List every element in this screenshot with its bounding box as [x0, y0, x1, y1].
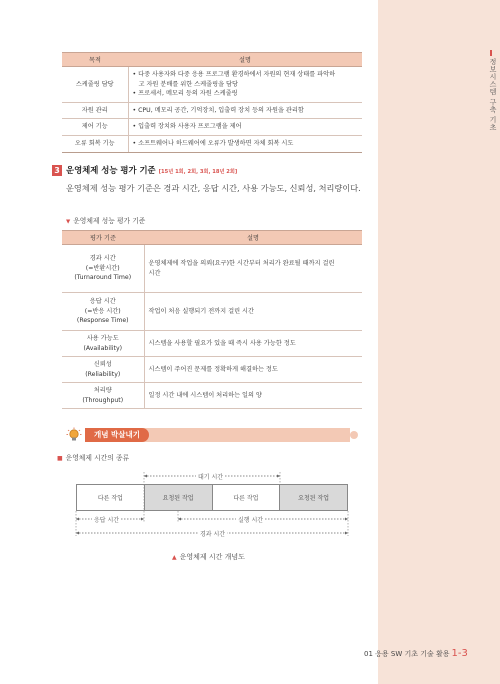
- criterion-line: 신뢰성: [93, 360, 112, 368]
- table-row: [62, 119, 362, 136]
- criterion-line: 처리량: [93, 386, 112, 394]
- desc-line: 고 자원 분배를 위한 스케줄링을 담당: [138, 80, 238, 88]
- triangle-up-icon: ▲: [172, 554, 177, 561]
- table-cell: • 소프트웨어나 하드웨어에 오류가 발생하면 자체 회복 시도: [128, 136, 362, 153]
- side-chapter-label: 정보시스템 구축 기초: [489, 58, 497, 131]
- response-time-label: 응답 시간: [94, 517, 120, 524]
- performance-criteria-table: [62, 230, 362, 409]
- os-purpose-table: [62, 52, 362, 153]
- criterion-line: (Availability): [83, 344, 123, 352]
- page-number: 1-3: [451, 648, 468, 659]
- table-row: [62, 331, 362, 357]
- table-cell: 시스템을 사용할 필요가 있을 때 즉시 사용 가능한 정도: [144, 331, 362, 357]
- criterion-line: (Response Time): [76, 317, 129, 325]
- side-accent-mark: [490, 50, 492, 56]
- diagram-caption: [172, 552, 245, 562]
- concept-subtitle: [57, 452, 129, 462]
- table-row: [62, 245, 362, 293]
- concept-bar-end-dot: [350, 431, 358, 439]
- table-cell: [128, 67, 362, 103]
- timeline-segment: 다른 작업: [77, 485, 145, 510]
- concept-label: 개념 박살내기: [85, 428, 149, 442]
- table-cell: [62, 357, 144, 383]
- table-cell: 오류 회복 기능: [62, 136, 128, 153]
- wait-time-label: 대기 시간: [198, 474, 224, 481]
- timeline-segment: 요청된 작업: [280, 485, 347, 510]
- table-header: 평가 기준: [62, 231, 144, 245]
- elapsed-time-label: 경과 시간: [200, 531, 226, 538]
- table-cell: [62, 245, 144, 293]
- table-cell: [62, 331, 144, 357]
- concept-subtitle-text: 운영체제 시간의 종류: [65, 454, 130, 462]
- table-cell: 스케줄링 담당: [62, 67, 128, 103]
- table-cell: [62, 383, 144, 409]
- footer-chapter: 01 응용 SW 기초 기술 활용: [364, 650, 450, 658]
- page-footer: [364, 648, 468, 659]
- table-row: [62, 102, 362, 119]
- table-cell: 작업이 처음 실행되기 전까지 걸린 시간: [144, 293, 362, 331]
- section-heading: [52, 164, 237, 176]
- desc-line: • 프로세서, 메모리 등의 자원 스케줄링: [132, 90, 238, 98]
- criterion-line: (Throughput): [82, 396, 124, 404]
- criterion-line: 경과 시간: [89, 254, 116, 262]
- table-header: 목적: [62, 53, 128, 67]
- table-caption: [66, 215, 145, 225]
- lightbulb-icon: [66, 427, 82, 443]
- square-bullet-icon: ■: [57, 455, 63, 462]
- criterion-line: (Turnaround Time): [74, 274, 132, 282]
- table-row: [62, 67, 362, 103]
- exec-time-label: 실행 시간: [238, 517, 264, 524]
- side-strip: [378, 0, 500, 684]
- desc-line: 운영체제에 작업을 의뢰(요구)한 시간부터 처리가 완료될 때까지 걸린: [148, 259, 335, 267]
- table-cell: • CPU, 메모리 공간, 기억장치, 입출력 장치 등의 자원을 관리함: [128, 102, 362, 119]
- desc-line: • 다중 사용자와 다중 응용 프로그램 환경하에서 자원의 현재 상태를 파악하: [132, 71, 336, 78]
- table-cell: 제어 기능: [62, 119, 128, 136]
- table-cell: [62, 293, 144, 331]
- table-row: [62, 136, 362, 153]
- table-cell: 일정 시간 내에 시스템이 처리하는 일의 양: [144, 383, 362, 409]
- section-body-text: 운영체제 성능 평가 기준은 경과 시간, 응답 시간, 사용 가능도, 신뢰성, 처리량이다.: [66, 183, 361, 193]
- desc-line: 시간: [148, 269, 161, 277]
- criterion-line: (Reliability): [85, 370, 121, 378]
- timeline-bar: [76, 484, 348, 511]
- table-cell: [144, 245, 362, 293]
- table-row: [62, 293, 362, 331]
- criterion-line: (=반응 시간): [84, 307, 121, 315]
- timeline-segment: 요청된 작업: [145, 485, 213, 510]
- criterion-line: (=반환시간): [85, 264, 120, 272]
- table-caption-text: 운영체제 성능 평가 기준: [73, 217, 146, 225]
- table-cell: 시스템이 주어진 문제를 정확하게 해결하는 정도: [144, 357, 362, 383]
- table-cell: 자원 관리: [62, 102, 128, 119]
- triangle-down-icon: ▼: [66, 219, 71, 225]
- table-cell: • 입출력 장치와 사용자 프로그램을 제어: [128, 119, 362, 136]
- exam-history: [15년 1회, 2회, 3회, 18년 2회]: [158, 169, 238, 175]
- timeline-segment: 다른 작업: [213, 485, 281, 510]
- table-row: [62, 383, 362, 409]
- table-header: 설명: [144, 231, 362, 245]
- criterion-line: 응답 시간: [89, 297, 116, 305]
- diagram-caption-text: 운영체제 시간 개념도: [179, 553, 245, 561]
- criterion-line: 사용 가능도: [86, 334, 119, 342]
- table-row: [62, 357, 362, 383]
- section-number-badge: 3: [52, 165, 62, 176]
- table-header: 설명: [128, 53, 362, 67]
- section-title: 운영체제 성능 평가 기준: [66, 165, 156, 175]
